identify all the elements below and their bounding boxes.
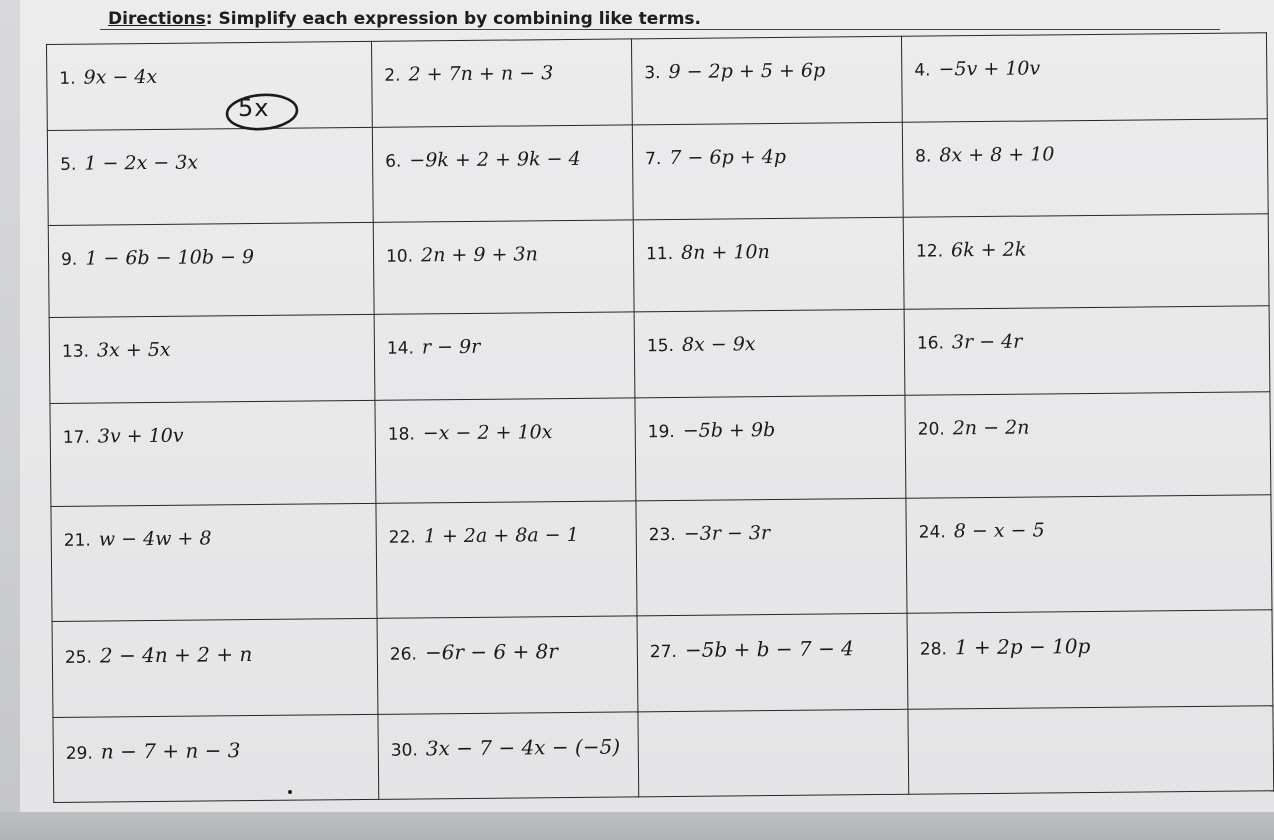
problem-cell-24: 24. 8 − x − 5 [906,495,1272,613]
directions-heading [108,9,701,29]
problem-cell-1: 1. 9x − 4x [47,41,373,130]
problem-cell-20: 20. 2n − 2n [905,392,1271,498]
directions-text: : Simplify each expression by combining like terms. [205,9,701,29]
problem-cell-21: 21. w − 4w + 8 [51,503,377,621]
problem-cell-12: 12. 6k + 2k [903,214,1269,309]
header-rule [100,29,1220,30]
problem-cell-29: 29. n − 7 + n − 3 [53,714,379,802]
desk-surface [0,812,1274,840]
problem-cell-14: 14. r − 9r [374,312,635,400]
problem-cell-3: 3. 9 − 2p + 5 + 6p [631,36,902,125]
problem-row-7 [52,610,1273,718]
problem-cell-11: 11. 8n + 10n [633,217,904,312]
problem-row-4 [49,306,1270,404]
problem-row-3 [48,214,1269,318]
problem-cell-23: 23. −3r − 3r [636,498,907,616]
problem-cell-10: 10. 2n + 9 + 3n [373,220,634,314]
problem-cell-6: 6. −9k + 2 + 9k − 4 [372,125,633,222]
problem-cell-4: 4. −5v + 10v [901,33,1267,122]
problem-cell-27: 27. −5b + b − 7 − 4 [637,613,908,712]
handwritten-answer [224,91,300,133]
problem-row-8 [53,706,1274,803]
problem-cell-15: 15. 8x − 9x [634,309,905,398]
problems-table [46,32,1274,803]
problem-cell-8: 8. 8x + 8 + 10 [902,119,1268,217]
handwritten-answer-text: 5x [238,94,270,122]
problem-row-2 [47,119,1268,226]
problem-cell-empty-2 [908,706,1274,794]
problem-cell-26: 26. −6r − 6 + 8r [377,616,638,714]
problem-cell-2: 2. 2 + 7n + n − 3 [371,39,632,127]
problem-cell-9: 9. 1 − 6b − 10b − 9 [48,222,374,317]
problem-cell-5: 5. 1 − 2x − 3x [47,127,373,225]
problem-cell-13: 13. 3x + 5x [49,314,375,403]
problem-cell-19: 19. −5b + 9b [635,395,906,501]
problem-cell-16: 16. 3r − 4r [904,306,1270,395]
problem-cell-18: 18. −x − 2 + 10x [375,398,636,503]
problem-cell-7: 7. 7 − 6p + 4p [632,122,903,220]
problem-cell-22: 22. 1 + 2a + 8a − 1 [376,501,637,618]
directions-label: Directions [108,9,206,29]
problem-cell-28: 28. 1 + 2p − 10p [907,610,1273,709]
pencil-dot [288,790,292,794]
problem-cell-30: 30. 3x − 7 − 4x − (−5) [378,712,639,799]
problem-cell-empty-1 [638,709,909,797]
problem-row-5 [50,392,1271,507]
problem-row-6 [51,495,1272,622]
problem-cell-25: 25. 2 − 4n + 2 + n [52,618,378,717]
problem-cell-17: 17. 3v + 10v [50,400,376,506]
